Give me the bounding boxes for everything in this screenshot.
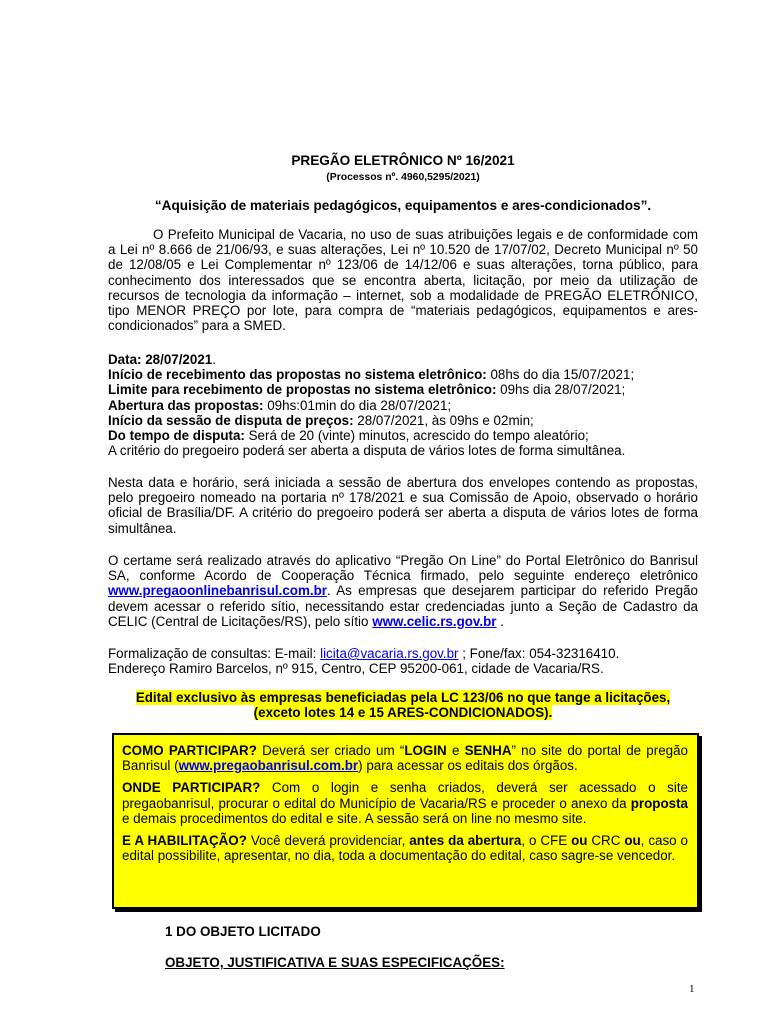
pregao-online-link[interactable]: www.pregaoonlinebanrisul.com.br (108, 583, 327, 599)
opening-value: 09hs:01min do dia 28/07/2021; (263, 397, 452, 413)
date-label: Data: 28/07/2021 (108, 352, 213, 367)
how-senha: SENHA (464, 743, 512, 758)
celic-link[interactable]: www.celic.rs.gov.br (372, 613, 497, 629)
where-text-2: e demais procedimentos do edital e site. A sessão será on line no mesmo site. (122, 810, 587, 826)
session-paragraph: Nesta data e horário, será iniciada a sessão de abertura dos envelopes contendo as propostas, pelo pregoeiro nomeado na portaria nº 178/2021 e sua Comissão de Apoio, observado o horário oficial de Brasília/DF. A critério do pregoeiro poderá ser aberta a disputa de vários lotes de forma simultânea. (108, 475, 698, 536)
hab-bold-2: ou (571, 833, 588, 849)
platform-text-3: . (496, 613, 504, 629)
section-heading-2: OBJETO, JUSTIFICATIVA E SUAS ESPECIFICAÇÕES: (165, 955, 505, 970)
hab-bold-1: antes da abertura (409, 833, 522, 849)
contact-block (108, 646, 698, 676)
exclusive-line-1: Edital exclusivo às empresas beneficiadas pela LC 123/06 no que tange a licitações, (135, 690, 671, 705)
platform-paragraph (108, 553, 698, 629)
dispute-time-value: Será de 20 (vinte) minutos, acrescido do tempo aleatório; (244, 428, 589, 444)
participation-info-box (112, 733, 699, 909)
platform-text-2: . As empresas que desejarem participar do referido Pregão devem acessar o referido sítio, necessitando estar credenciadas junto a Seção de Cadastro da CELIC (Central de Licitações/RS), pelo sítio (108, 583, 698, 629)
document-title: PREGÃO ELETRÔNICO Nº 16/2021 (291, 153, 515, 168)
contact-text-2: ; Fone/fax: 054-32316410. (458, 646, 620, 661)
hab-label: E A HABILITAÇÃO? (122, 833, 247, 849)
how-to-participate (122, 743, 688, 773)
email-link[interactable]: licita@vacaria.rs.gov.br (320, 646, 459, 661)
receipt-label: Início de recebimento das propostas no sistema eletrônico: (108, 367, 487, 383)
where-label: ONDE PARTICIPAR? (122, 780, 261, 796)
dispute-time-label: Do tempo de disputa: (108, 428, 245, 444)
how-text-2: e (446, 743, 465, 758)
how-login: LOGIN (404, 743, 447, 758)
opening-label: Abertura das propostas: (108, 397, 264, 413)
date-line (108, 352, 698, 367)
how-text-3: ” no site do portal de pregão Banrisul ( (122, 743, 689, 774)
receipt-value: 08hs do dia 15/07/2021; (486, 367, 635, 383)
date-tail: . (212, 352, 216, 367)
limit-value: 09hs dia 28/07/2021; (496, 382, 626, 398)
how-label: COMO PARTICIPAR? (122, 743, 257, 758)
session-value: 28/07/2021, às 09hs e 02min; (353, 412, 534, 428)
session-line (108, 413, 698, 428)
dispute-time-line (108, 428, 698, 443)
how-text-1: Deverá ser criado um “ (256, 743, 405, 758)
where-proposta: proposta (630, 795, 688, 811)
process-numbers: (Processos nº. 4960,5295/2021) (326, 172, 480, 183)
schedule-block (108, 352, 698, 458)
section-heading-1: 1 DO OBJETO LICITADO (165, 924, 321, 939)
address-line: Endereço Ramiro Barcelos, nº 915, Centro, CEP 95200-061, cidade de Vacaria/RS. (108, 661, 604, 677)
qualification (122, 833, 688, 863)
platform-text-1: O certame será realizado através do aplicativo “Pregão On Line” do Portal Eletrônico do Banrisul SA, conforme Acordo de Cooperação Técnica firmado, pelo seguinte endereço eletrônico (108, 553, 698, 584)
contact-line (108, 646, 698, 661)
hab-bold-3: ou (624, 833, 641, 849)
page-number: 1 (689, 983, 695, 995)
contact-text-1: Formalização de consultas: E-mail: (108, 646, 321, 661)
how-text-4: ) para acessar os editais dos órgãos. (358, 758, 578, 774)
opening-line (108, 398, 698, 413)
document-subject: “Aquisição de materiais pedagógicos, equipamentos e ares-condicionados”. (154, 198, 652, 213)
intro-paragraph: O Prefeito Municipal de Vacaria, no uso de suas atribuições legais e de conformidade com a Lei nº 8.666 de 21/06/93, e suas alterações, Lei nº 10.520 de 17/07/02, Decreto Municipal nº 50 de 12/08/05 e Lei Complementar nº 123/06 de 14/12/06 e suas alterações, torna público, para conhecimento dos interessados que se encontra aberta, licitação, por meio da utilização de recursos de tecnologia da informação – internet, sob a modalidade de PREGÃO ELETRÔNICO, tipo MENOR PREÇO por lote, para compra de “materiais pedagógicos, equipamentos e ares-condicionados” para a SMED. (108, 227, 698, 334)
limit-label: Limite para recebimento de propostas no sistema eletrônico: (108, 382, 497, 398)
criteria-line: A critério do pregoeiro poderá ser aberta a disputa de vários lotes de forma simultânea. (108, 443, 626, 459)
hab-text-1: Você deverá providenciar, (246, 833, 410, 849)
where-text-1: Com o login e senha criados, deverá ser acessado o site pregaobanrisul, procurar o edital do Município de Vacaria/RS e proceder o anexo da (122, 780, 689, 811)
limit-line (108, 382, 698, 397)
exclusive-line-2: (exceto lotes 14 e 15 ARES-CONDICIONADOS). (253, 705, 553, 721)
hab-text-2: , o CFE (521, 833, 572, 849)
session-label: Início da sessão de disputa de preços: (108, 412, 354, 428)
hab-text-3: CRC (587, 833, 625, 849)
receipt-line (108, 367, 698, 382)
pregaobanrisul-link[interactable]: www.pregaobanrisul.com.br (178, 758, 359, 774)
exclusive-notice (108, 690, 698, 720)
where-to-participate (122, 780, 688, 826)
hab-text-4: , caso o edital possibilite, apresentar, no dia, toda a documentação do edital, caso sagre-se vencedor. (122, 833, 688, 864)
